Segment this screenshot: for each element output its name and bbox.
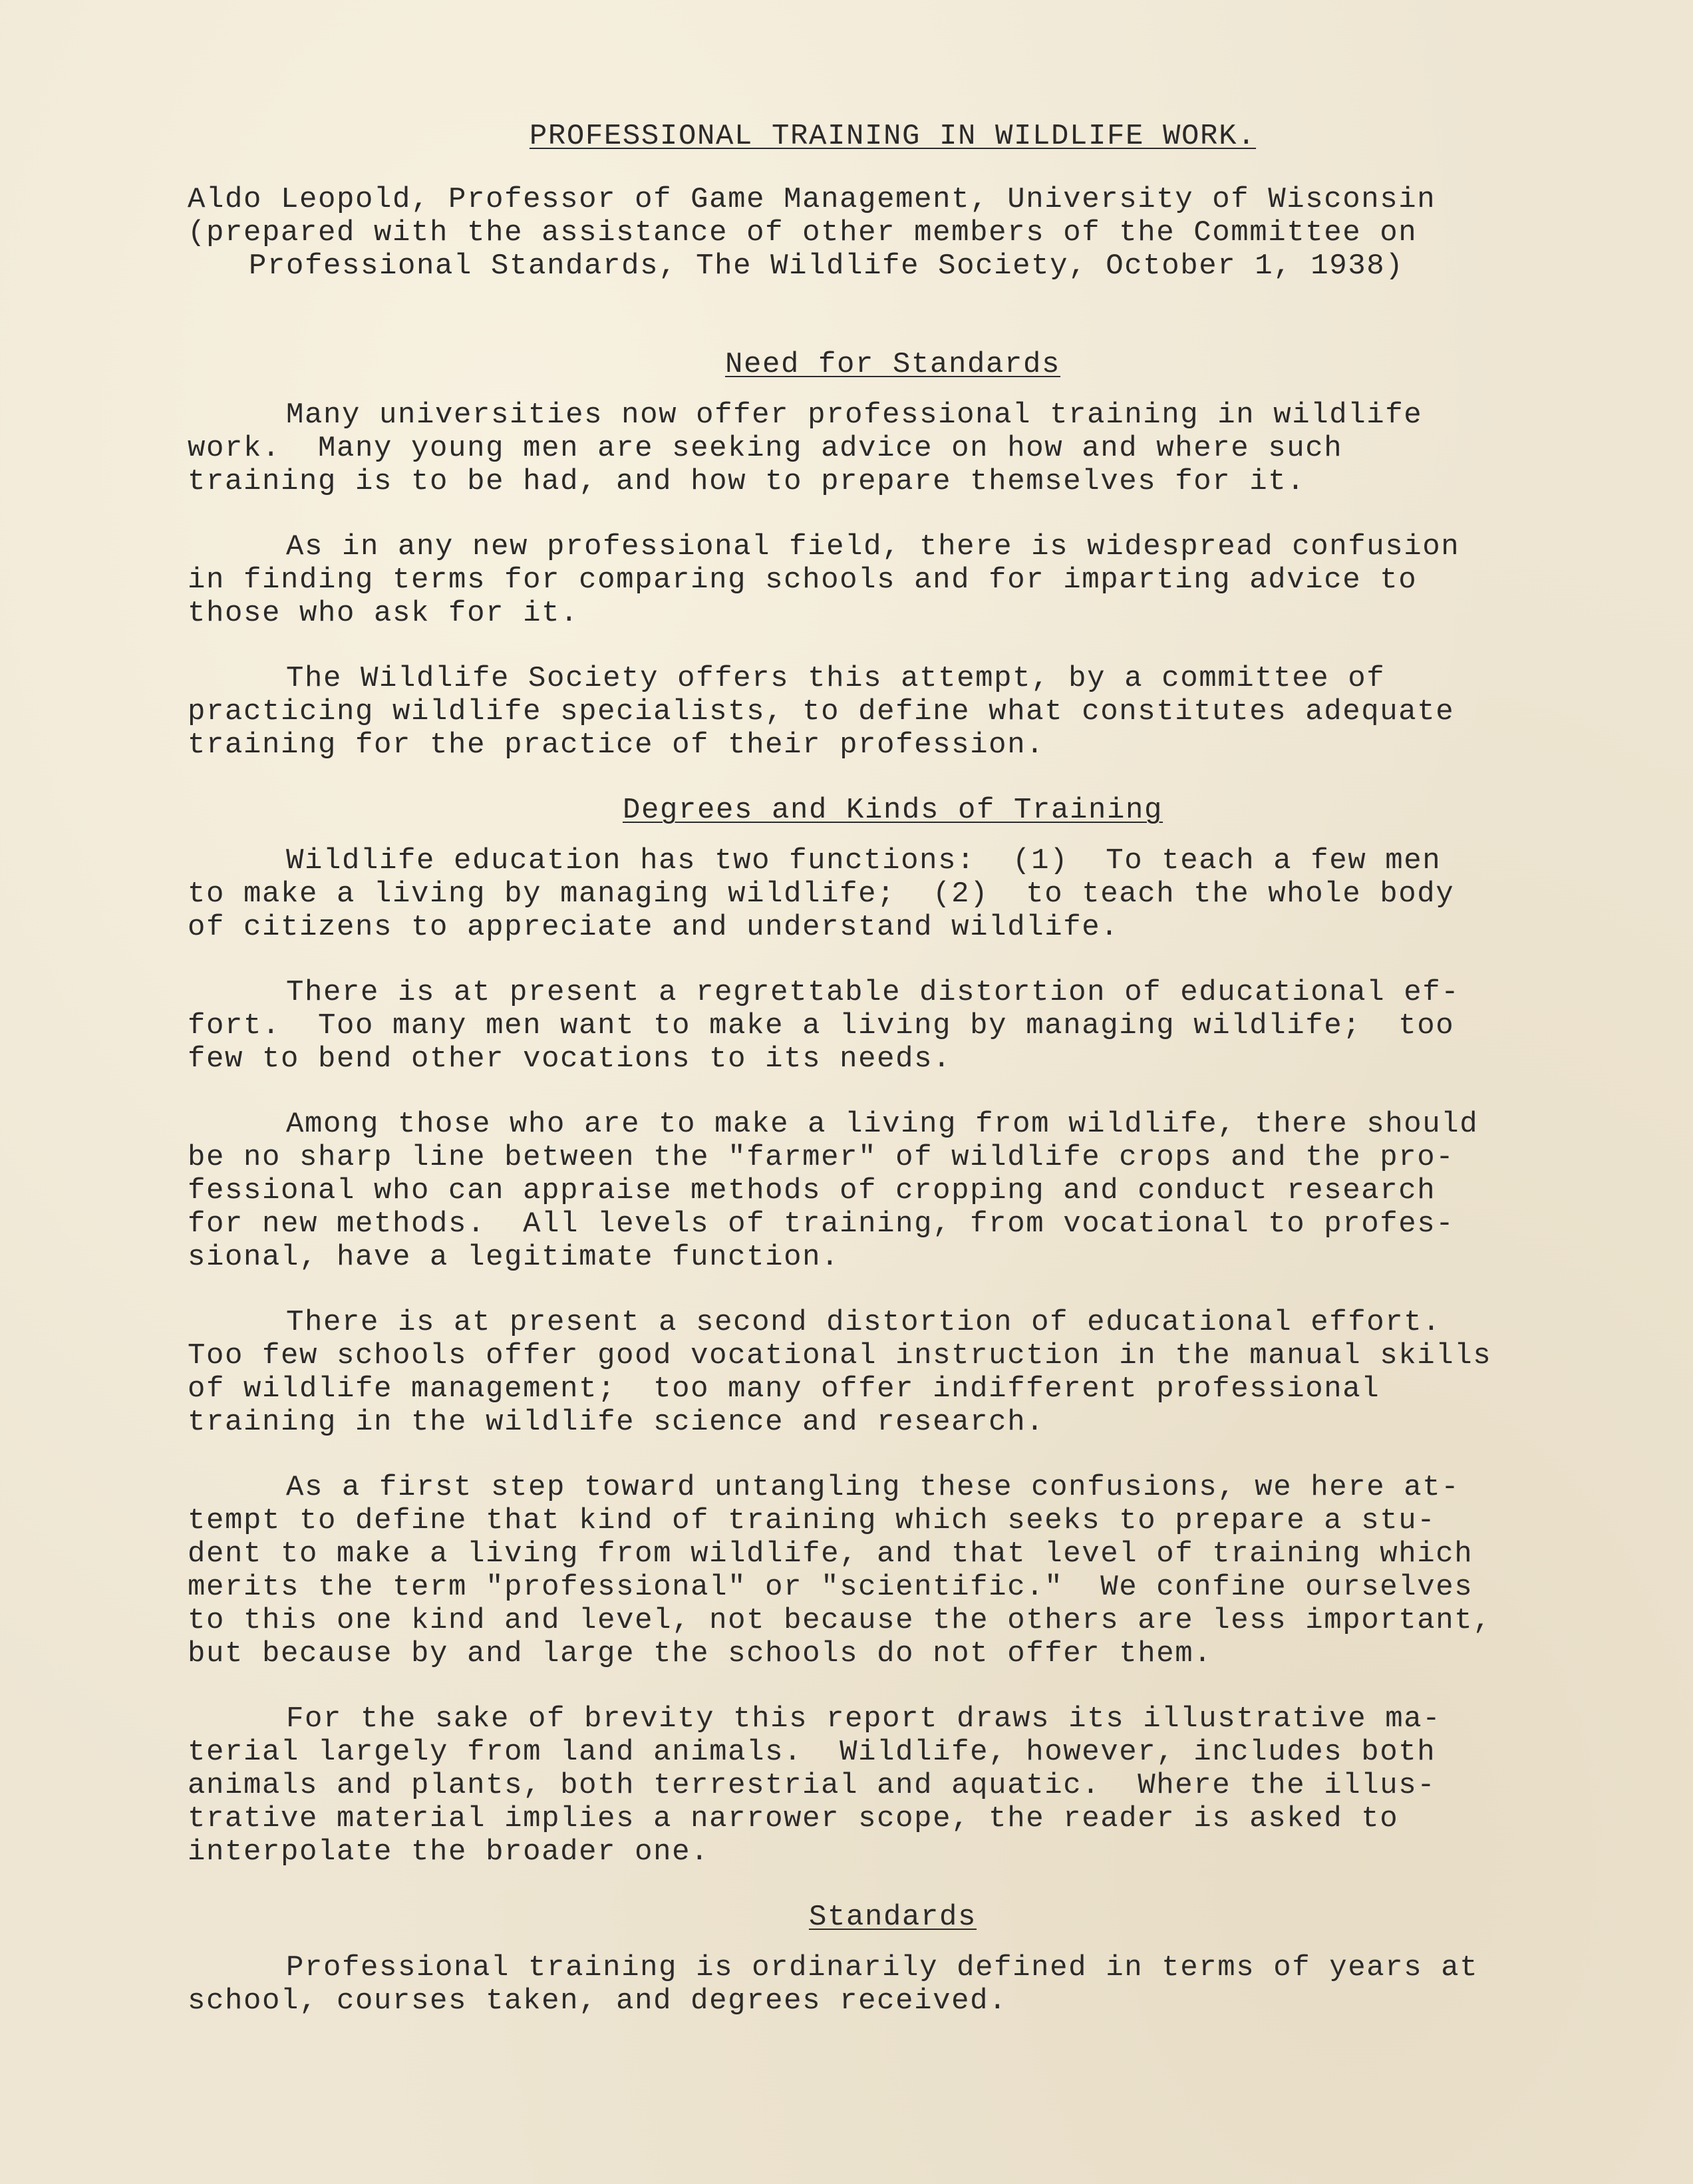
text-line: to this one kind and level, not because the others are less important, — [188, 1604, 1492, 1637]
text-line: merits the term "professional" or "scientific." We confine ourselves — [188, 1571, 1473, 1604]
text-line: practicing wildlife specialists, to define what constitutes adequate — [188, 695, 1455, 728]
paragraph — [188, 662, 1598, 762]
paragraph — [188, 1471, 1598, 1670]
text-line: There is at present a second distortion of educational effort. — [286, 1306, 1442, 1339]
text-line: fessional who can appraise methods of cropping and conduct research — [188, 1174, 1436, 1207]
byline-line: (prepared with the assistance of other members of the Committee on — [188, 216, 1418, 249]
section-heading: Standards — [808, 1901, 977, 1934]
text-line: For the sake of brevity this report draws its illustrative ma- — [286, 1702, 1442, 1736]
paragraph — [188, 1702, 1598, 1869]
paragraph — [188, 398, 1598, 498]
text-line: to make a living by managing wildlife; (2) to teach the whole body — [188, 877, 1455, 911]
paragraph — [188, 1951, 1598, 2018]
text-line: As a first step toward untangling these confusions, we here at- — [286, 1471, 1460, 1504]
text-line: those who ask for it. — [188, 597, 579, 630]
paragraph — [188, 976, 1598, 1076]
byline-line: Aldo Leopold, Professor of Game Management, University of Wisconsin — [188, 183, 1436, 216]
text-line: be no sharp line between the "farmer" of wildlife crops and the pro- — [188, 1141, 1455, 1174]
text-line: of citizens to appreciate and understand wildlife. — [188, 911, 1120, 944]
text-line: of wildlife management; too many offer indifferent professional — [188, 1372, 1380, 1406]
text-line: trative material implies a narrower scope, the reader is asked to — [188, 1802, 1399, 1835]
byline — [188, 183, 1598, 283]
byline-line: Professional Standards, The Wildlife Society, October 1, 1938) — [249, 249, 1404, 283]
typewritten-text — [188, 120, 1598, 2050]
text-line: dent to make a living from wildlife, and that level of training which — [188, 1537, 1473, 1571]
text-line: training is to be had, and how to prepare themselves for it. — [188, 465, 1306, 498]
paragraph — [188, 1108, 1598, 1274]
text-line: As in any new professional field, there is widespread confusion — [286, 530, 1460, 563]
text-line: Too few schools offer good vocational instruction in the manual skills — [188, 1339, 1492, 1372]
text-line: sional, have a legitimate function. — [188, 1241, 840, 1274]
text-line: training for the practice of their profession. — [188, 728, 1045, 762]
text-line: work. Many young men are seeking advice on how and where such — [188, 432, 1343, 465]
text-line: school, courses taken, and degrees received. — [188, 1984, 1008, 2018]
text-line: The Wildlife Society offers this attempt, by a committee of — [286, 662, 1386, 695]
text-line: Among those who are to make a living from wildlife, there should — [286, 1108, 1479, 1141]
text-line: but because by and large the schools do not offer them. — [188, 1637, 1213, 1670]
text-line: interpolate the broader one. — [188, 1835, 710, 1869]
text-line: few to bend other vocations to its needs. — [188, 1042, 952, 1076]
text-line: fort. Too many men want to make a living by managing wildlife; too — [188, 1009, 1455, 1042]
text-line: animals and plants, both terrestrial and aquatic. Where the illus- — [188, 1769, 1436, 1802]
text-line: Many universities now offer professional training in wildlife — [286, 398, 1423, 432]
document-title: PROFESSIONAL TRAINING IN WILDLIFE WORK. — [529, 120, 1257, 153]
text-line: tempt to define that kind of training which seeks to prepare a stu- — [188, 1504, 1436, 1537]
text-line: There is at present a regrettable distortion of educational ef- — [286, 976, 1460, 1009]
text-line: terial largely from land animals. Wildlife, however, includes both — [188, 1736, 1436, 1769]
text-line: for new methods. All levels of training, from vocational to profes- — [188, 1207, 1455, 1241]
text-line: training in the wildlife science and research. — [188, 1406, 1045, 1439]
paragraph — [188, 844, 1598, 944]
section-heading: Degrees and Kinds of Training — [622, 794, 1163, 827]
paragraph — [188, 1306, 1598, 1439]
section-heading: Need for Standards — [724, 348, 1061, 381]
text-line: Professional training is ordinarily defined in terms of years at — [286, 1951, 1479, 1984]
text-line: Wildlife education has two functions: (1) To teach a few men — [286, 844, 1442, 877]
paragraph — [188, 530, 1598, 630]
text-line: in finding terms for comparing schools and for imparting advice to — [188, 563, 1418, 597]
